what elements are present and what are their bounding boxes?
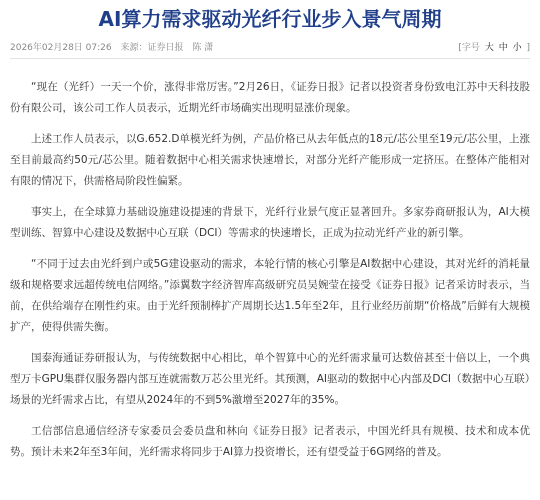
font-size-large-button[interactable]: 大 — [484, 42, 494, 53]
article-title: AI算力需求驱动光纤行业步入景气周期 — [98, 7, 442, 31]
font-size-medium-button[interactable]: 中 — [498, 42, 508, 53]
font-size-control — [456, 40, 530, 53]
article-source: 来源：证券日报 — [120, 42, 184, 53]
font-size-small-button[interactable]: 小 — [512, 42, 522, 53]
article-paragraph-4: “不同于过去由光纤到户或5G建设驱动的需求，本轮行情的核心引擎是AI数据中心建设，其对光纤的消耗量级和规格要求远超传统电信网络。”添翼数字经济智库高级研究员吴婉莹在接受《证券日报》记者采访时表示，当前，在供给端存在刚性约束。由于光纤预制棒扩产周期长达1.5年至2年，且行业经历前期“价格战”后鲜有大规模扩产，使得供需失衡。 — [10, 258, 530, 333]
article-paragraph-1: “现在（光纤）一天一个价，涨得非常厉害。”2月26日，《证券日报》记者以投资者身份致电江苏中天科技股份有限公司，该公司工作人员表示，近期光纤市场确实出现明显涨价现象。 — [10, 81, 530, 114]
font-size-label: [字号 — [458, 42, 480, 53]
article-paragraph-2: 上述工作人员表示，以G.652.D单模光纤为例，产品价格已从去年低点的18元/芯公里至19元/芯公里，上涨至目前最高约50元/芯公里。随着数据中心相关需求快速增长，对部分光纤产能形成一定挤压。在整体产能相对有限的情况下，供需格局阶段性偏紧。 — [10, 133, 530, 187]
meta-info — [10, 40, 219, 53]
article-paragraph-5: 国泰海通证券研报认为，与传统数据中心相比，单个智算中心的光纤需求量可达数倍甚至十倍以上，一个典型万卡GPU集群仅服务器内部互连就需数万芯公里光纤。其预测，AI驱动的数据中心内部及DCI（数据中心互联）场景的光纤需求占比，有望从2024年的不到5%激增至2027年的35%。 — [10, 352, 530, 406]
publish-date: 2026年02月28日 07:26 — [10, 42, 112, 53]
article-body — [10, 77, 530, 463]
article-paragraph-3: 事实上，在全球算力基础设施建设提速的背景下，光纤行业景气度正显著回升。多家券商研报认为，AI大模型训练、智算中心建设及数据中心互联（DCI）等需求的快速增长，正成为拉动光纤产业的新引擎。 — [10, 206, 530, 239]
article-paragraph-6: 工信部信息通信经济专家委员会委员盘和林向《证券日报》记者表示，中国光纤具有规模、技术和成本优势。预计未来2年至3年间，光纤需求将同步于AI算力投资增长，还有望受益于6G网络的普及。 — [10, 425, 530, 458]
article-meta — [10, 38, 530, 59]
article-author: 陈 潇 — [192, 42, 214, 53]
font-size-bracket: ] — [526, 42, 530, 53]
